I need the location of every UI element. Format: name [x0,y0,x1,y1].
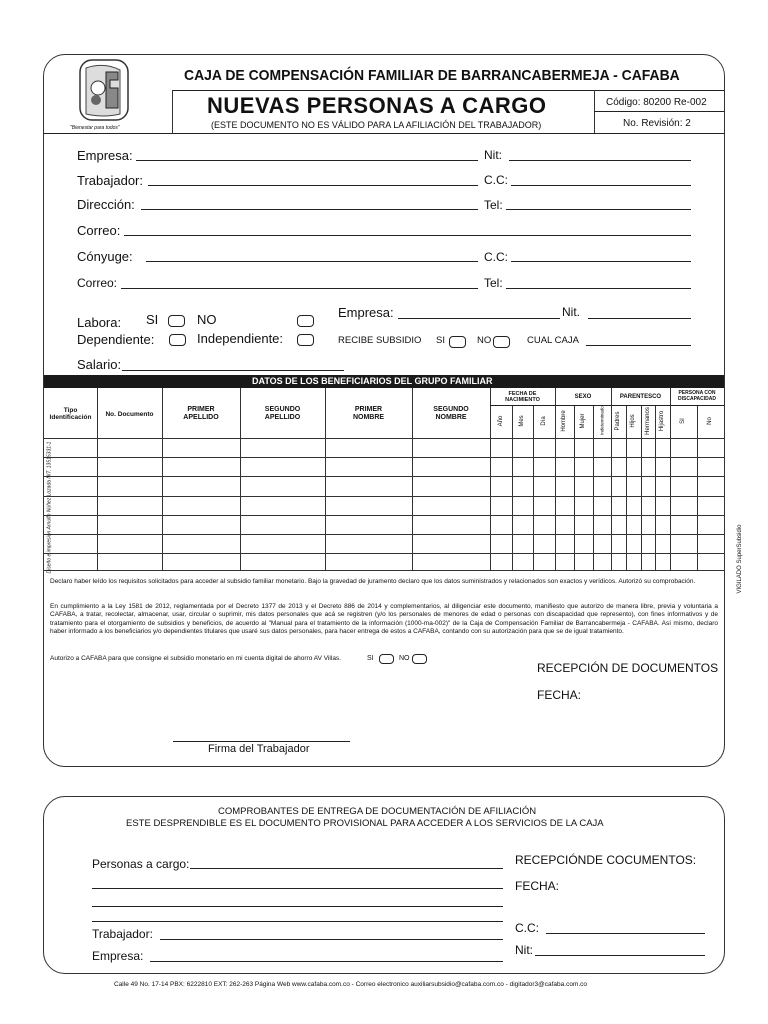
recibe-no-label: NO [477,335,492,346]
direccion-label: Dirección: [77,197,135,212]
stub-personas-field-2[interactable] [92,888,503,889]
table-row [44,496,724,497]
nit-field[interactable] [509,160,691,161]
empresa2-label: Empresa: [338,305,394,320]
tel2-field[interactable] [506,288,691,289]
col-primer-apellido: PRIMER APELLIDO [183,406,219,421]
subcol-mes: Mes [519,415,525,427]
stub-personas-label: Personas a cargo: [92,857,190,871]
col-tipo: Tipo Identificación [49,407,92,422]
logo-motto: "Bienestar para todos" [70,125,120,131]
empresa2-field[interactable] [398,318,560,319]
dependiente-label: Dependiente: [77,332,155,347]
printer-credit: Diseño e impresión Arnulfo Núñez Lozada NIT. 13515331-1 [46,441,53,574]
subcol-hijastro: Hijastro [659,410,665,432]
stub-empresa-label: Empresa: [92,949,144,963]
cual-caja-label: CUAL CAJA [527,335,579,346]
dependiente-checkbox[interactable] [169,334,186,346]
trabajador-field[interactable] [148,185,478,186]
stub-nit-label: Nit: [515,943,533,957]
salario-field[interactable] [122,370,344,371]
tel-label: Tel: [484,198,503,212]
signature-line[interactable] [173,741,350,742]
tel2-label: Tel: [484,276,503,290]
recibe-subsidio-label: RECIBE SUBSIDIO [338,335,422,346]
page-title: NUEVAS PERSONAS A CARGO [207,93,547,118]
col-parentesco: PARENTESCO [619,394,662,400]
labora-no-checkbox[interactable] [297,315,314,327]
empresa-field[interactable] [136,160,478,161]
independiente-label: Independiente: [197,331,284,346]
direccion-field[interactable] [141,209,478,210]
conyuge-label: Cónyuge: [77,249,133,264]
labora-label: Labora: [77,315,122,330]
stub-personas-field-3[interactable] [92,906,503,907]
correo-field[interactable] [124,235,691,236]
col-primer-nombre: PRIMER NOMBRE [352,406,385,421]
nit2-field[interactable] [588,318,691,319]
page-subtitle: (ESTE DOCUMENTO NO ES VÁLIDO PARA LA AFILIACIÓN DEL TRABAJADOR) [211,120,542,130]
cc-label: C.C: [484,173,508,187]
salario-label: Salario: [77,357,122,372]
table-row [44,534,724,535]
vigilado-mark: VIGILADO SuperSubsidio [737,524,743,594]
nit-label: Nit: [484,148,502,162]
stub-trabajador-label: Trabajador: [92,927,153,941]
nit2-label: Nit. [562,305,580,319]
subcol-dia: Día [541,416,547,426]
stub-cc-field[interactable] [546,933,705,934]
stub-trabajador-field[interactable] [160,939,503,940]
auth-si-checkbox[interactable] [379,654,394,664]
document-code: Código: 80200 Re-002 [606,97,707,108]
col-segundo-apellido: SEGUNDO APELLIDO [264,406,301,421]
stub-fecha-label: FECHA: [515,879,560,893]
empresa-label: Empresa: [77,148,133,163]
correo-label: Correo: [77,223,121,238]
subcol-hermanos: Hermanos [645,407,651,435]
table-row [44,515,724,516]
cual-caja-field[interactable] [586,345,691,346]
revision-number: No. Revisión: 2 [623,118,691,129]
stub-title-2: ESTE DESPRENDIBLE ES EL DOCUMENTO PROVISIONAL PARA ACCEDER A LOS SERVICIOS DE LA CAJA [126,818,604,829]
subcol-disc-si: SI [680,418,686,424]
col-discapacidad: PERSONA CON DISCAPACIDAD [678,390,716,402]
auth-si-label: SI [367,655,374,662]
labora-no-label: NO [197,312,217,327]
tel-field[interactable] [506,209,691,210]
stub-empresa-field[interactable] [150,961,503,962]
stub-cc-label: C.C: [515,921,539,935]
stub-recepcion-label: RECEPCIÓNDE COCUMENTOS: [515,853,697,867]
col-fecha: FECHA DE NACIMIENTO [505,391,540,404]
auth-no-label: NO [399,655,410,662]
declaration-paragraph: Declaro haber leído los requisitos solicitados para acceder al subsidio familiar monetario. Bajo la gravedad de juramento declaro que los datos suministrados y relacionados son exactos y verídicos. Autorizó su comprobación. [50,578,696,585]
table-row [44,553,724,554]
data-protection-paragraph: En cumplimiento a la Ley 1581 de 2012, reglamentada por el Decreto 1377 de 2013 y el Decreto 886 de 2014 y complementarios, al diligenciar este documento, manifiesto que autorizo de manera libre, previa y voluntaria a CAFABA, a tratar, recolectar, almacenar, usar, circular o suprimir, mis datos personales que acá se registren (y/o los personales de menores de edad o personas con discapacidad que represento), con fines informativos y de tratamiento para el otorgamiento de subsidios y beneficios, de acuerdo al "Manual para el tratamiento de la información (1000-ma-002)" de la Caja de Compensación Familiar de Barrancabermeja - CAFABA. Así mismo, declaro haber informado a los beneficiarios y/o dependientes titulares que usaré sus datos personales, para hacer entrega de estos a CAFABA, contando con su autorización para que se de igual tratamiento. [50,603,718,636]
stub-title-1: COMPROBANTES DE ENTREGA DE DOCUMENTACIÓN DE AFILIACIÓN [218,806,537,817]
table-row [44,457,724,458]
col-documento: No. Documento [105,411,154,418]
correo2-field[interactable] [121,288,478,289]
signature-label: Firma del Trabajador [208,743,310,755]
authorization-text: Autorizo a CAFABA para que consigne el subsidio monetario en mi cuenta digital de ahorro AV Villas. [50,655,341,662]
table-row [44,476,724,477]
labora-si-label: SI [146,312,159,327]
recibe-si-checkbox[interactable] [449,336,466,348]
correo2-label: Correo: [77,276,118,290]
col-sexo: SEXO [574,394,592,400]
footer-address: Calle 49 No. 17-14 PBX: 6222810 EXT: 262-263 Página Web www.cafaba.com.co - Correo electronico auxiliarsubsidio@cafaba.com.co - digitador3@cafaba.com.co [114,981,588,988]
cc2-label: C.C: [484,250,508,264]
org-name: CAJA DE COMPENSACIÓN FAMILIAR DE BARRANCABERMEJA - CAFABA [184,67,680,84]
subcol-anio: Año [498,415,504,427]
recibe-no-checkbox[interactable] [493,336,510,348]
conyuge-field[interactable] [146,261,478,262]
subcol-disc-no: No [707,417,713,425]
header-vdivider [172,90,173,133]
cc2-field[interactable] [511,261,691,262]
cafaba-logo [76,58,131,124]
cc-field[interactable] [511,185,691,186]
subcol-hombre: Hombre [561,410,567,432]
fecha-label: FECHA: [537,688,582,702]
recepcion-label: RECEPCIÓN DE DOCUMENTOS [537,661,719,675]
auth-no-checkbox[interactable] [412,654,427,664]
table-title: DATOS DE LOS BENEFICIARIOS DEL GRUPO FAMILIAR [252,376,493,386]
subcol-mujer: Mujer [580,413,586,429]
labora-si-checkbox[interactable] [168,315,185,327]
stub-personas-field[interactable] [190,868,503,869]
subcol-hijos: Hijos [630,414,636,428]
subcol-padres: Padres [615,411,621,431]
table-row [44,438,724,439]
header-divider [172,90,724,91]
trabajador-label: Trabajador: [77,173,143,188]
independiente-checkbox[interactable] [297,334,314,346]
stub-nit-field[interactable] [535,955,705,956]
stub-personas-field-4[interactable] [92,921,503,922]
subcol-indeterminado: Indeterminado [599,406,605,435]
col-segundo-nombre: SEGUNDO NOMBRE [433,406,469,421]
recibe-si-label: SI [436,335,445,346]
